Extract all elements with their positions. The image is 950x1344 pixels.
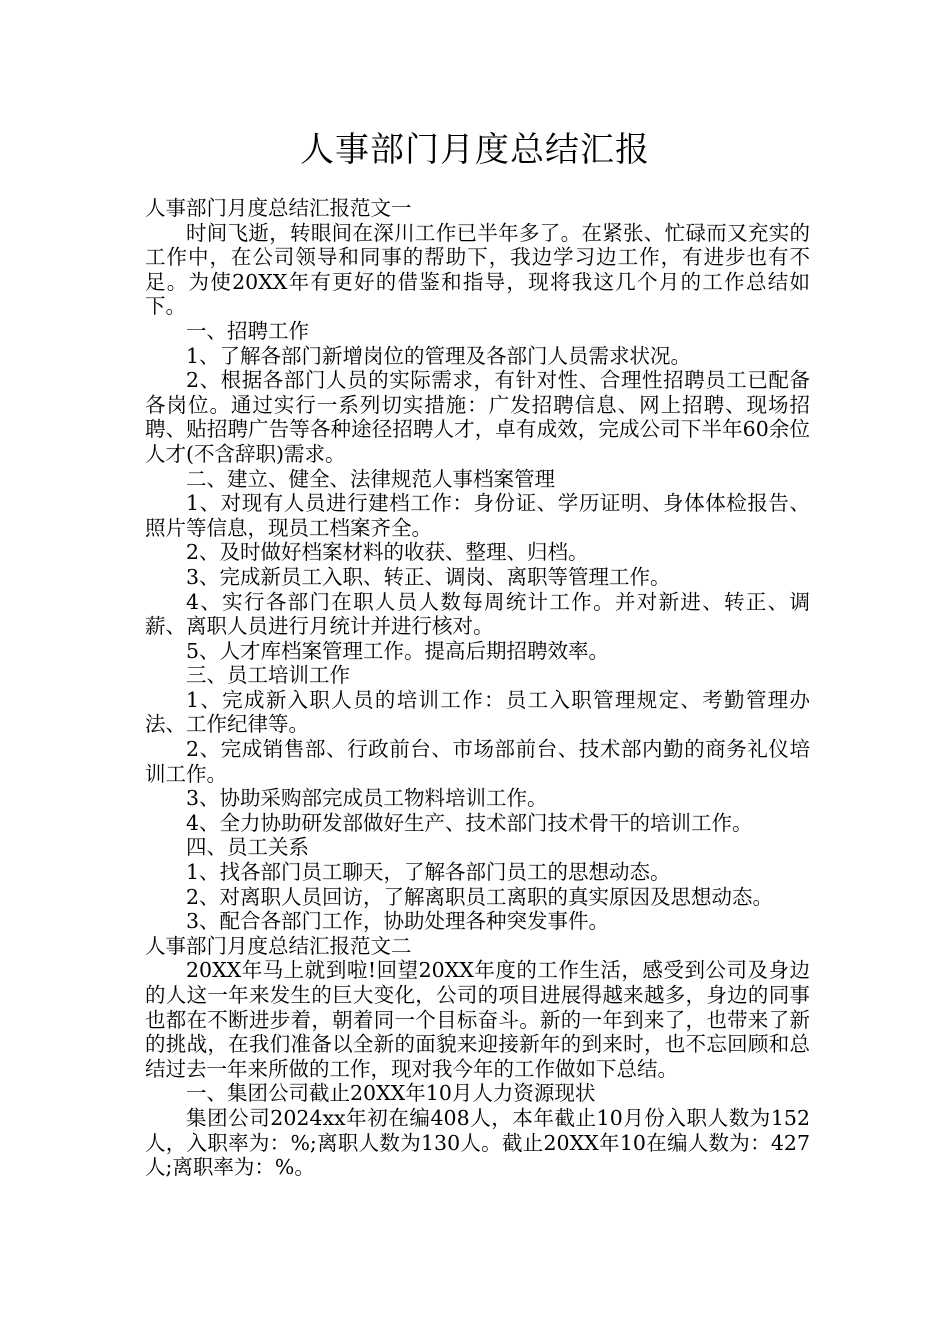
section-heading: 人事部门月度总结汇报范文一 [145, 196, 412, 220]
body-paragraph: 3、配合各部门工作，协助处理各种突发事件。 [186, 909, 610, 934]
body-paragraph: 时间飞逝，转眼间在深川工作已半年多了。在紧张、忙碌而又充实的工作中，在公司领导和同事的帮助下，我边学习边工作，有进步也有不足。为使20XX年有更好的借鉴和指导，现将我这几个月的工作总结如下。 [145, 220, 810, 319]
body-paragraph: 1、找各部门员工聊天，了解各部门员工的思想动态。 [186, 860, 671, 885]
body-paragraph: 三、员工培训工作 [186, 663, 350, 688]
body-paragraph: 1、了解各部门新增岗位的管理及各部门人员需求状况。 [186, 343, 692, 368]
body-paragraph: 四、员工关系 [186, 835, 309, 860]
body-paragraph: 2、及时做好档案材料的收获、整理、归档。 [186, 540, 589, 565]
body-paragraph: 5、人才库档案管理工作。提高后期招聘效率。 [186, 638, 610, 663]
body-paragraph: 二、建立、健全、法律规范人事档案管理 [186, 466, 555, 491]
document-body [145, 196, 810, 1180]
body-paragraph: 4、实行各部门在职人员人数每周统计工作。并对新进、转正、调薪、离职人员进行月统计并进行核对。 [145, 589, 810, 639]
body-paragraph: 1、对现有人员进行建档工作：身份证、学历证明、身体体检报告、照片等信息，现员工档案齐全。 [145, 491, 810, 540]
section-heading: 人事部门月度总结汇报范文二 [145, 933, 412, 958]
body-paragraph: 20XX年马上就到啦!回望20XX年度的工作生活，感受到公司及身边的人这一年来发生的巨大变化，公司的项目进展得越来越多，身边的同事也都在不断进步着，朝着同一个目标奋斗。新的一年到来了，也带来了新的挑战，在我们准备以全新的面貌来迎接新年的到来时，也不忘回顾和总结过去一年来所做的工作，现对我今年的工作做如下总结。 [145, 958, 810, 1081]
body-paragraph: 集团公司2024xx年初在编408人，本年截止10月份入职人数为152人，入职率为：%;离职人数为130人。截止20XX年10在编人数为：427人;离职率为：%。 [145, 1105, 810, 1180]
body-paragraph: 2、对离职人员回访，了解离职员工离职的真实原因及思想动态。 [186, 884, 774, 909]
body-paragraph: 2、完成销售部、行政前台、市场部前台、技术部内勤的商务礼仪培训工作。 [145, 737, 810, 786]
body-paragraph: 一、招聘工作 [186, 318, 309, 343]
body-paragraph: 2、根据各部门人员的实际需求，有针对性、合理性招聘员工已配备各岗位。通过实行一系列切实措施：广发招聘信息、网上招聘、现场招聘、贴招聘广告等各种途径招聘人才，卓有成效，完成公司下半年60余位人才(不含辞职)需求。 [145, 368, 810, 466]
body-paragraph: 1、完成新入职人员的培训工作：员工入职管理规定、考勤管理办法、工作纪律等。 [145, 687, 810, 737]
body-paragraph: 3、完成新员工入职、转正、调岗、离职等管理工作。 [186, 564, 671, 589]
body-paragraph: 4、全力协助研发部做好生产、技术部门技术骨干的培训工作。 [186, 810, 753, 835]
body-paragraph: 3、协助采购部完成员工物料培训工作。 [186, 786, 548, 811]
body-paragraph: 一、集团公司截止20XX年10月人力资源现状 [186, 1081, 596, 1106]
document-title: 人事部门月度总结汇报 [300, 130, 650, 170]
